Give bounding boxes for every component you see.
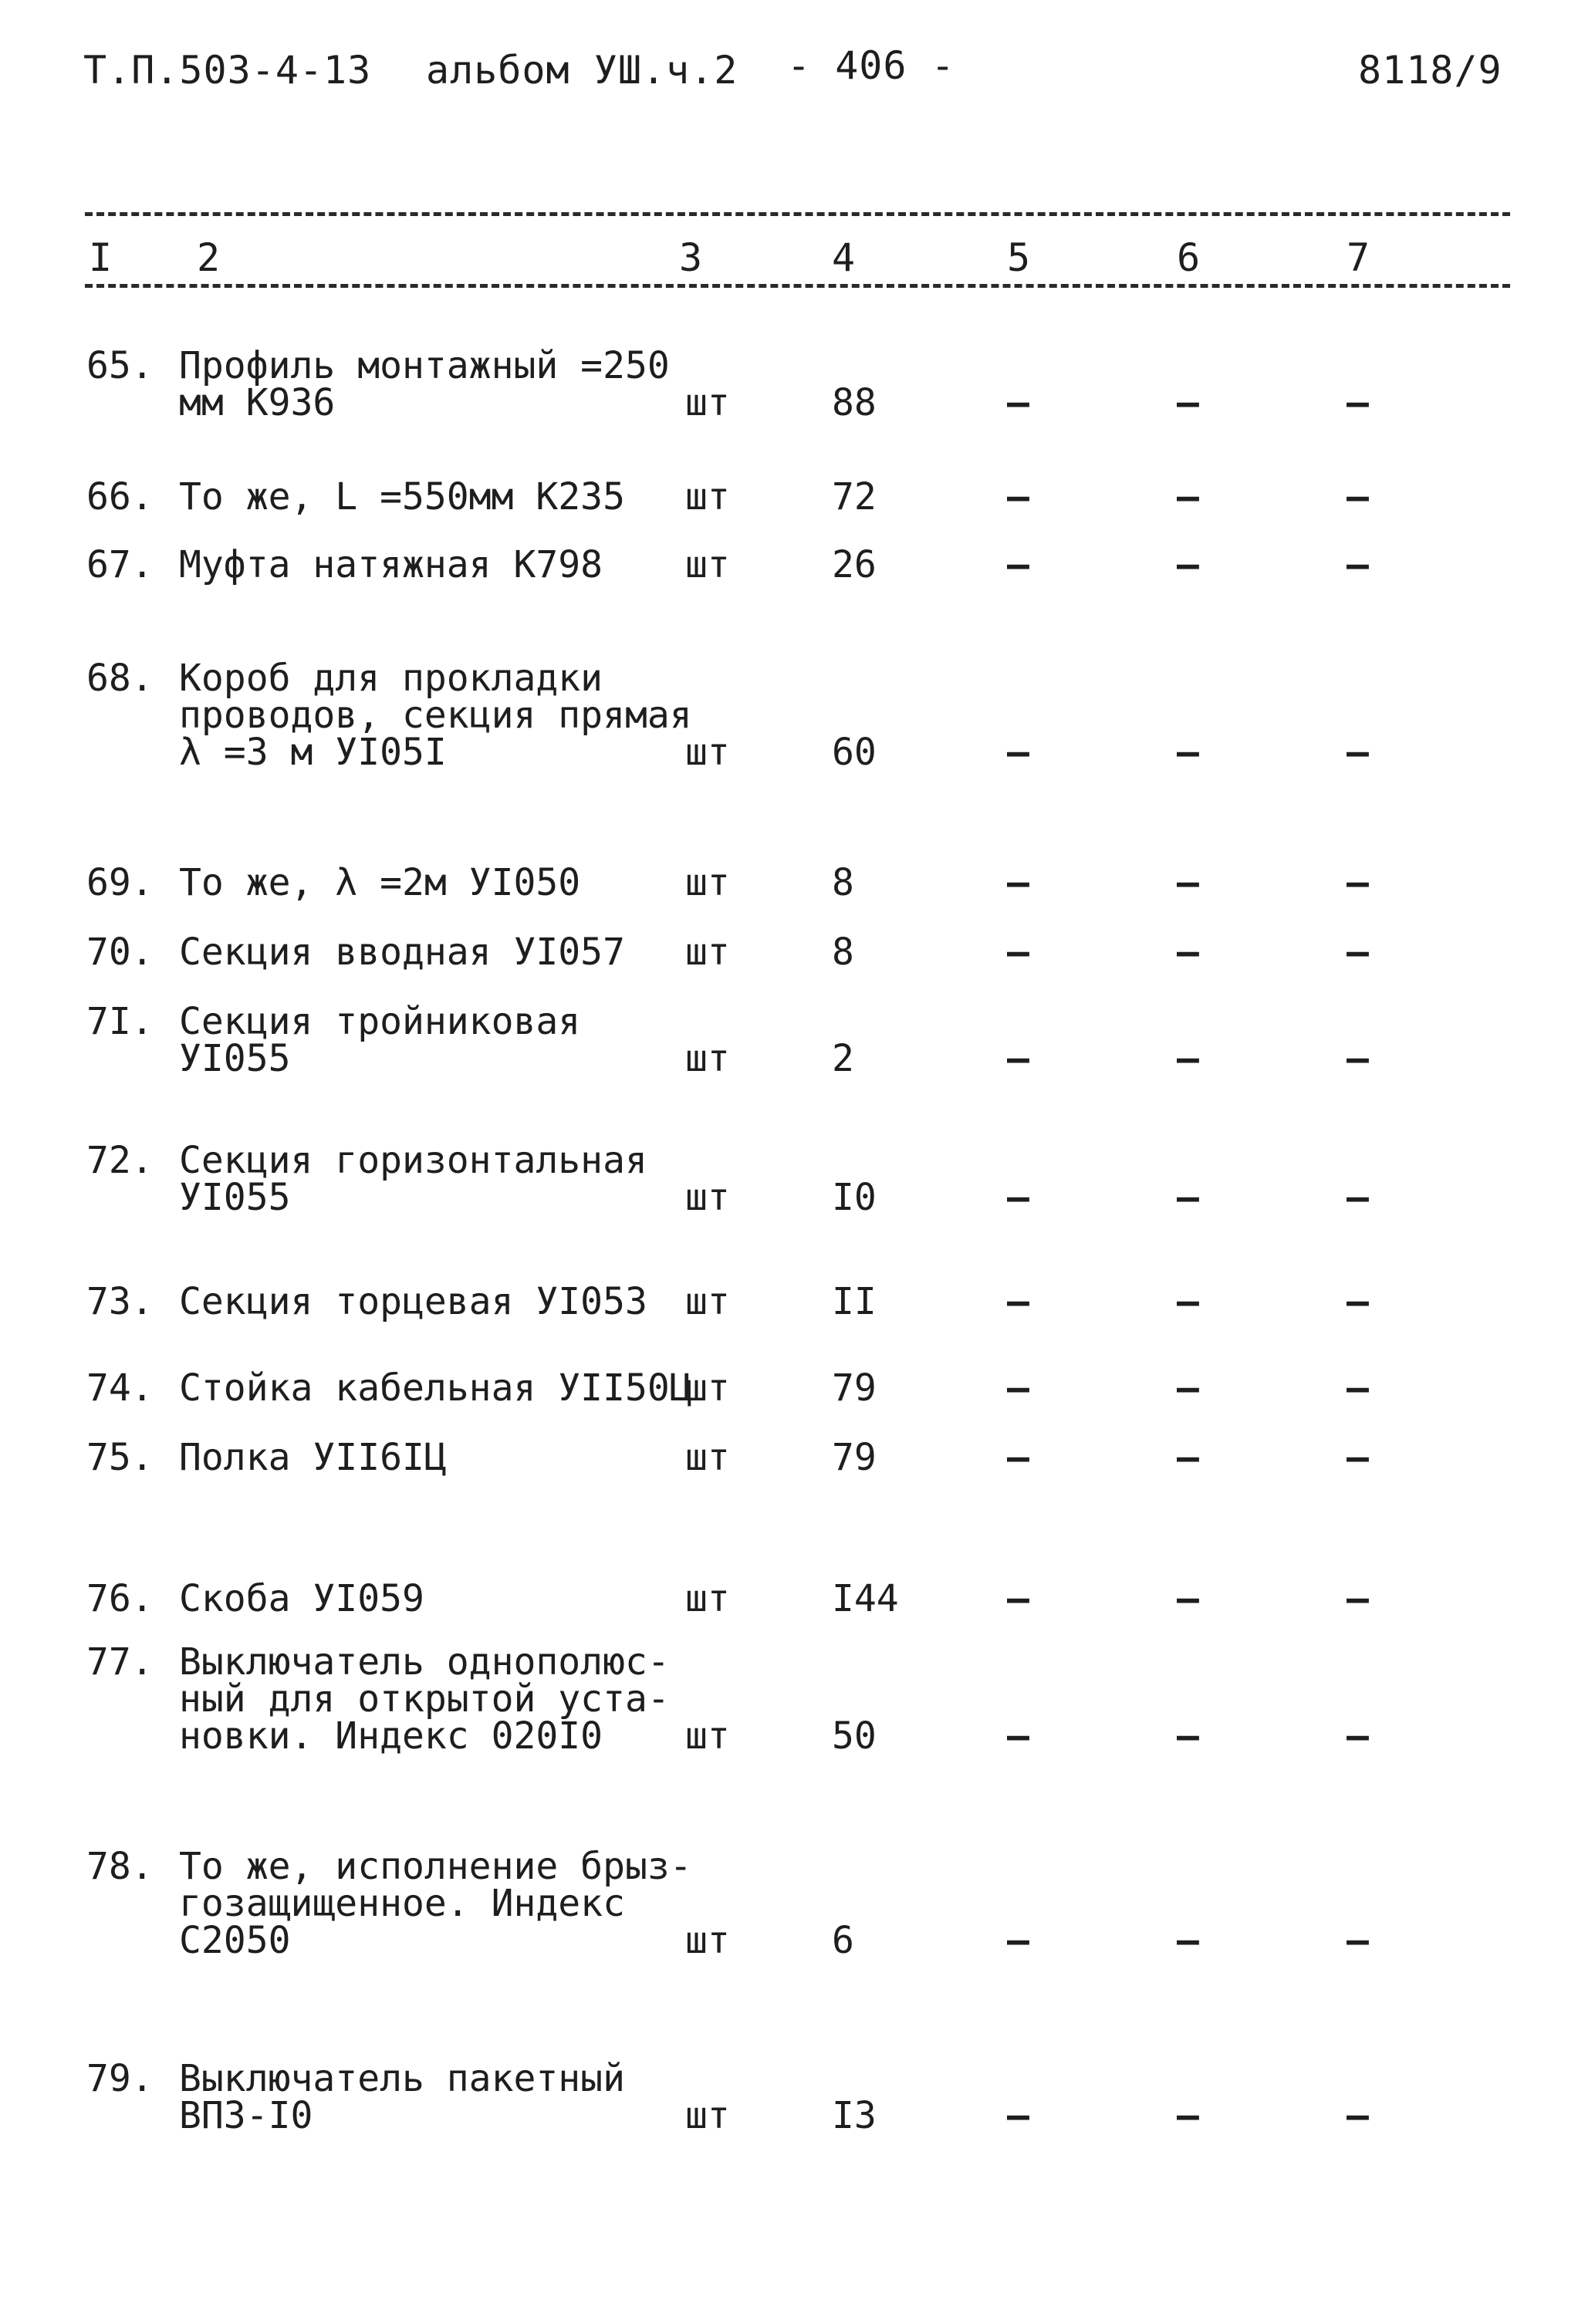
item-quantity: I0 [832,1176,877,1219]
item-unit: шт [685,381,730,424]
row-number: 7I. [86,1000,154,1043]
item-name: Полка УII6IЦ [179,1436,447,1479]
item-unit: шт [685,543,730,586]
col7-dash: – [1347,731,1369,774]
col7-dash: – [1347,475,1369,519]
col5-dash: – [1007,1366,1029,1410]
item-quantity: II [832,1280,877,1323]
col6-dash: – [1177,1436,1199,1479]
item-unit: шт [685,1919,730,1962]
col6-dash: – [1177,1176,1199,1219]
page-number: - 406 - [787,43,955,88]
col6-dash: – [1177,1037,1199,1080]
col7-dash: – [1347,1280,1369,1323]
item-unit: шт [685,731,730,774]
col6-dash: – [1177,381,1199,424]
item-quantity: 50 [832,1714,877,1758]
item-quantity: I3 [832,2094,877,2137]
col5-dash: – [1007,475,1029,519]
col6-dash: – [1177,475,1199,519]
col5-dash: – [1007,1176,1029,1219]
album-label: альбом УШ.ч.2 [426,48,738,93]
col6-dash: – [1177,543,1199,586]
column-number-1: I [89,235,113,280]
table-header-rule [85,284,1510,288]
item-name: Короб для прокладки проводов, секция прямая λ =3 м УI05I [179,657,692,774]
row-number: 74. [86,1366,154,1410]
item-quantity: 79 [832,1436,877,1479]
item-unit: шт [685,1366,730,1410]
item-name: Выключатель пакетный ВП3-I0 [179,2057,625,2137]
col6-dash: – [1177,1280,1199,1323]
col5-dash: – [1007,543,1029,586]
row-number: 69. [86,861,154,904]
col7-dash: – [1347,1037,1369,1080]
row-number: 68. [86,657,154,700]
item-name: Выключатель однополюс- ный для открытой уста- новки. Индекс 020I0 [179,1640,670,1758]
col5-dash: – [1007,1037,1029,1080]
col7-dash: – [1347,1919,1369,1962]
row-number: 67. [86,543,154,586]
item-unit: шт [685,2094,730,2137]
col6-dash: – [1177,2094,1199,2137]
column-number-3: 3 [679,235,703,280]
sheet-number: 8118/9 [1358,48,1502,93]
item-unit: шт [685,1714,730,1758]
row-number: 70. [86,931,154,974]
item-unit: шт [685,1577,730,1620]
col5-dash: – [1007,381,1029,424]
col7-dash: – [1347,1176,1369,1219]
item-name: Секция торцевая УI053 [179,1280,647,1323]
column-number-4: 4 [832,235,856,280]
item-unit: шт [685,1280,730,1323]
col6-dash: – [1177,1366,1199,1410]
item-unit: шт [685,1176,730,1219]
col5-dash: – [1007,2094,1029,2137]
row-number: 72. [86,1139,154,1182]
item-name: Секция вводная УI057 [179,931,625,974]
col5-dash: – [1007,1577,1029,1620]
item-unit: шт [685,1436,730,1479]
item-name: То же, L =550мм К235 [179,475,625,519]
item-quantity: 79 [832,1366,877,1410]
col7-dash: – [1347,1714,1369,1758]
row-number: 76. [86,1577,154,1620]
row-number: 77. [86,1640,154,1684]
col6-dash: – [1177,1714,1199,1758]
item-quantity: 8 [832,861,854,904]
item-name: Скоба УI059 [179,1577,424,1620]
col7-dash: – [1347,1366,1369,1410]
col6-dash: – [1177,1577,1199,1620]
col6-dash: – [1177,731,1199,774]
col7-dash: – [1347,1577,1369,1620]
col5-dash: – [1007,1919,1029,1962]
item-quantity: 2 [832,1037,854,1080]
item-name: Секция горизонтальная УI055 [179,1139,647,1219]
col6-dash: – [1177,931,1199,974]
row-number: 73. [86,1280,154,1323]
col7-dash: – [1347,2094,1369,2137]
row-number: 66. [86,475,154,519]
item-quantity: 88 [832,381,877,424]
item-name: То же, λ =2м УI050 [179,861,581,904]
item-name: Муфта натяжная К798 [179,543,603,586]
item-quantity: 72 [832,475,877,519]
item-name: То же, исполнение брыз- гозащищенное. Индекс С2050 [179,1845,692,1962]
item-quantity: 6 [832,1919,854,1962]
item-name: Секция тройниковая УI055 [179,1000,581,1080]
column-number-7: 7 [1347,235,1370,280]
col7-dash: – [1347,381,1369,424]
document-code: Т.П.503-4-13 [83,48,372,93]
item-quantity: 60 [832,731,877,774]
col7-dash: – [1347,1436,1369,1479]
item-quantity: I44 [832,1577,899,1620]
col7-dash: – [1347,543,1369,586]
column-number-2: 2 [197,235,221,280]
col5-dash: – [1007,1436,1029,1479]
item-unit: шт [685,1037,730,1080]
row-number: 65. [86,344,154,387]
item-name: Профиль монтажный =250 мм К936 [179,344,670,424]
column-number-6: 6 [1177,235,1201,280]
col7-dash: – [1347,861,1369,904]
col5-dash: – [1007,931,1029,974]
column-number-5: 5 [1007,235,1031,280]
col6-dash: – [1177,1919,1199,1962]
row-number: 79. [86,2057,154,2100]
table-top-rule [85,212,1510,216]
item-name: Стойка кабельная УII50Ц [179,1366,692,1410]
col7-dash: – [1347,931,1369,974]
row-number: 78. [86,1845,154,1888]
col5-dash: – [1007,861,1029,904]
item-unit: шт [685,931,730,974]
item-quantity: 26 [832,543,877,586]
item-unit: шт [685,861,730,904]
col5-dash: – [1007,1714,1029,1758]
item-quantity: 8 [832,931,854,974]
col5-dash: – [1007,731,1029,774]
col5-dash: – [1007,1280,1029,1323]
row-number: 75. [86,1436,154,1479]
col6-dash: – [1177,861,1199,904]
item-unit: шт [685,475,730,519]
